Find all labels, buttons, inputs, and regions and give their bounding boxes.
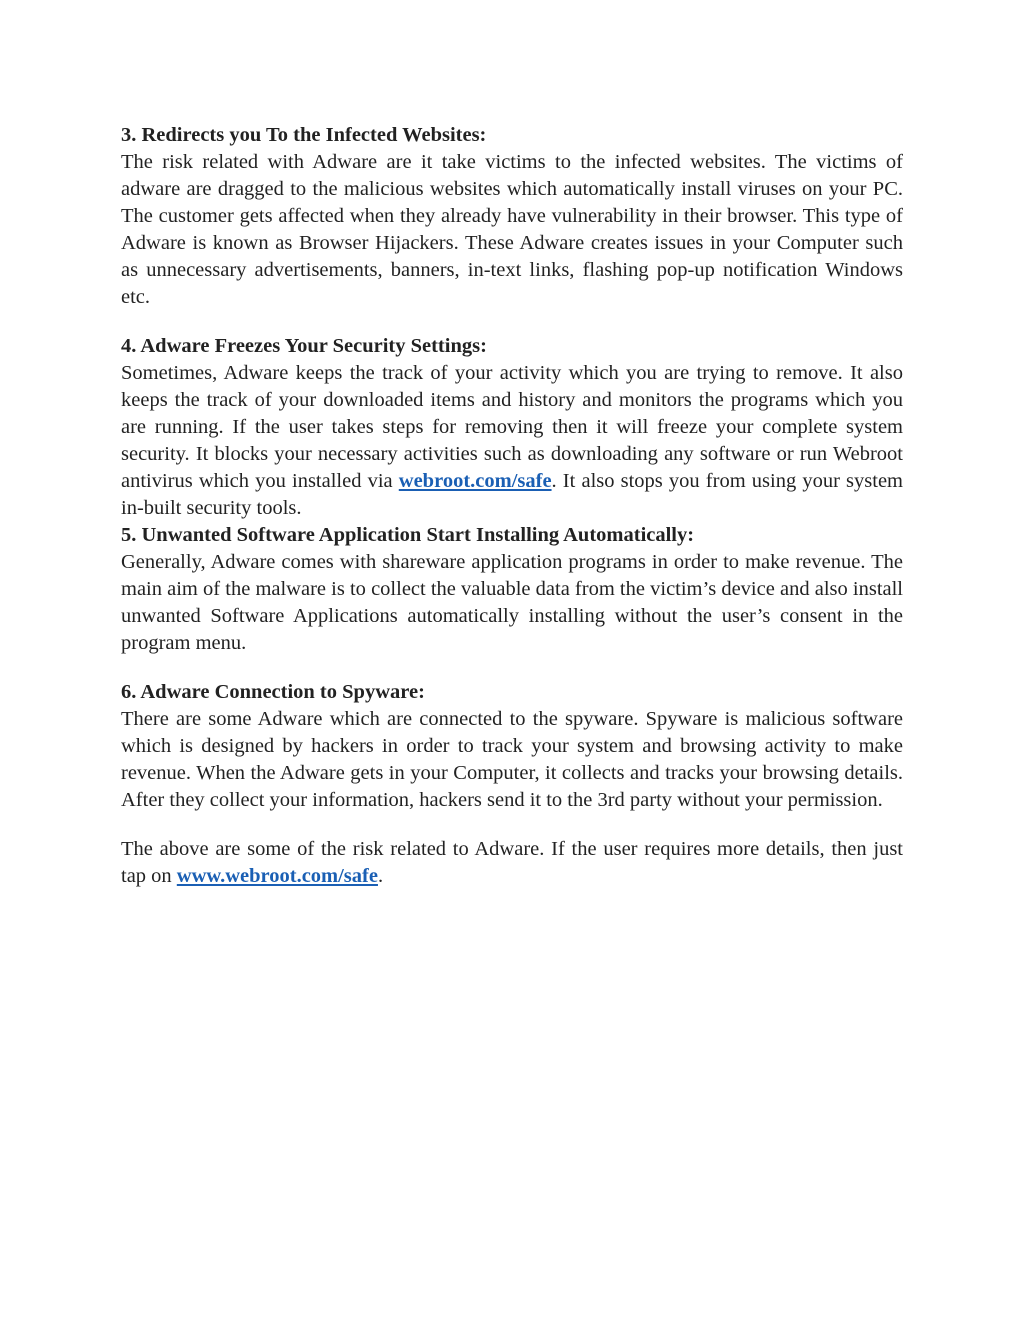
section-3-body: The risk related with Adware are it take victims to the infected websites. The victims of adware are dragged to the malicious websites which automatically install viruses on your PC. The customer gets affected when they already have vulnerability in their browser. This type of Adware is known as Browser Hijackers. These Adware creates issues in your Computer such as unnecessary advertisements, banners, in-text links, flashing pop-up notification Windows etc.: [121, 151, 903, 308]
closing-text-after-link: .: [377, 865, 384, 887]
section-4-text-after-link: . It also stops you from using your system in-built security tools.: [121, 470, 903, 519]
webroot-safe-link[interactable]: webroot.com/safe: [398, 470, 552, 492]
section-4-text-before-link: Sometimes, Adware keeps the track of your activity which you are trying to remove. It also keeps the track of your downloaded items and history and monitors the programs which you are running. If the user takes steps for removing then it will freeze your complete system security. It blocks your necessary activities such as downloading any software or run Webroot antivirus which you installed via: [121, 362, 903, 492]
spacer: [121, 311, 903, 333]
www-webroot-safe-link[interactable]: www.webroot.com/safe: [176, 865, 378, 887]
closing-paragraph: [121, 836, 903, 890]
closing-text-before-link: The above are some of the risk related to Adware. If the user requires more details, then just tap on: [121, 838, 903, 887]
section-4-heading: 4. Adware Freezes Your Security Settings:: [121, 335, 487, 357]
section-5-body: Generally, Adware comes with shareware application programs in order to make revenue. The main aim of the malware is to collect the valuable data from the victim’s device and also install unwanted Software Applications automatically installing without the user’s consent in the program menu.: [121, 551, 903, 654]
section-4-body: [121, 360, 903, 522]
section-5-heading: 5. Unwanted Software Application Start Installing Automatically:: [121, 524, 695, 546]
document-page: [121, 122, 903, 890]
section-3-heading: 3. Redirects you To the Infected Websites:: [121, 124, 487, 146]
spacer: [121, 814, 903, 836]
section-6-body: There are some Adware which are connected to the spyware. Spyware is malicious software which is designed by hackers in order to track your system and browsing activity to make revenue. When the Adware gets in your Computer, it collects and tracks your browsing details. After they collect your information, hackers send it to the 3rd party without your permission.: [121, 708, 903, 811]
section-6-heading: 6. Adware Connection to Spyware:: [121, 681, 425, 703]
spacer: [121, 657, 903, 679]
